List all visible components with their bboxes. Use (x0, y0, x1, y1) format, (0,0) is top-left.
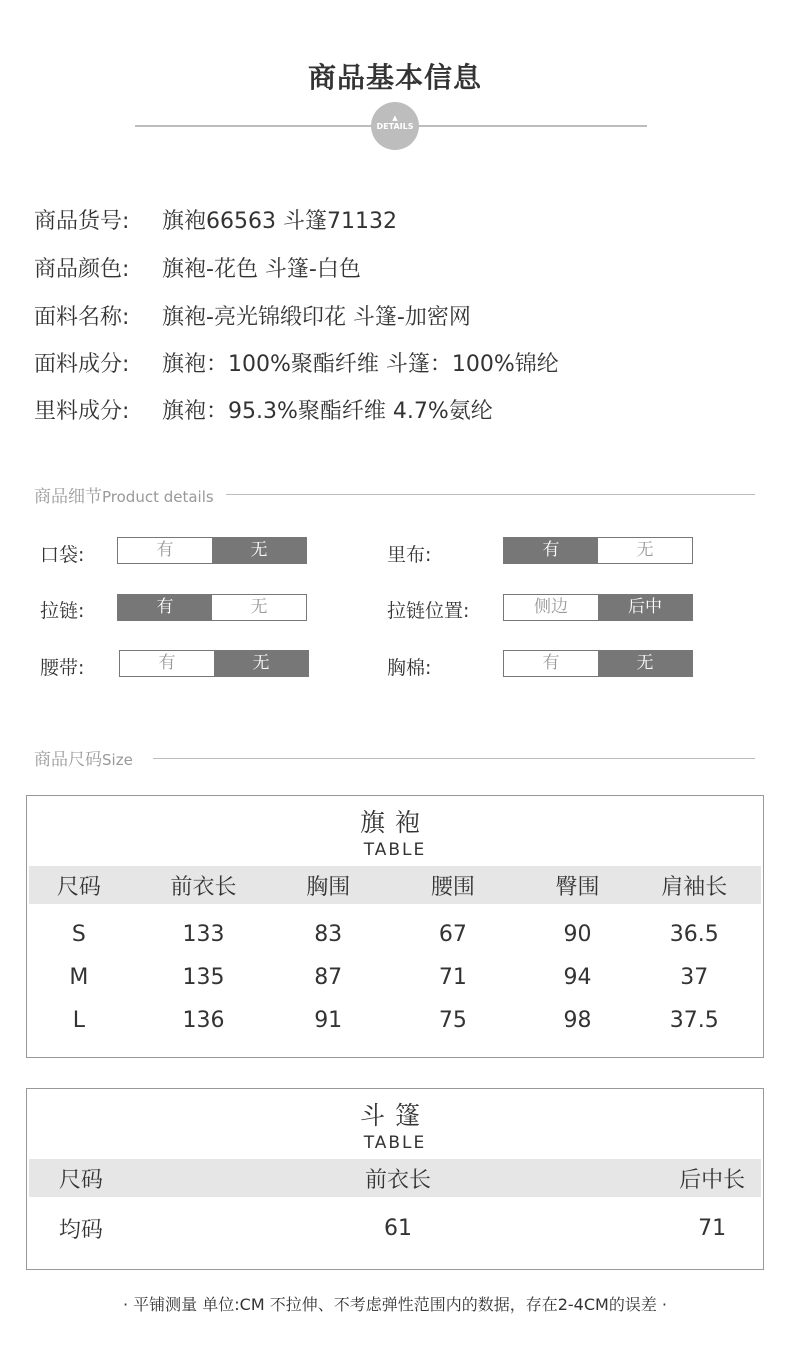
header-cell: 尺码 (58, 1167, 103, 1193)
table-cell: 90 (563, 922, 592, 947)
details-heading-en: Product details (102, 488, 214, 506)
detail-label-pocket: 口袋: (40, 544, 85, 566)
detail-label-zipper-position: 拉链位置: (387, 600, 470, 622)
table-cell: 135 (182, 965, 225, 990)
table-cell: M (69, 965, 89, 990)
option-yes[interactable]: 有 (504, 538, 598, 563)
table-cell: 98 (563, 1008, 592, 1033)
table-subtitle: TABLE (363, 840, 427, 860)
lining-toggle (503, 537, 693, 564)
info-row (34, 204, 397, 235)
info-label: 面料名称: (34, 305, 130, 330)
size-table-cape (26, 1088, 764, 1270)
table-cell: 133 (182, 922, 225, 947)
triangle-icon: ▲ (392, 114, 398, 122)
detail-label-zipper: 拉链: (40, 600, 85, 622)
table-cell: 91 (314, 1008, 343, 1033)
header-cell: 臀围 (555, 874, 600, 900)
info-row (34, 347, 559, 378)
table-cell: 87 (314, 965, 343, 990)
option-no[interactable]: 无 (250, 597, 268, 617)
chest-pad-toggle (503, 650, 693, 677)
table-subtitle: TABLE (363, 1133, 427, 1153)
option-no[interactable]: 无 (636, 540, 654, 560)
pocket-toggle (117, 537, 307, 564)
table-cell: 94 (563, 965, 592, 990)
details-badge (371, 102, 419, 150)
table-title: 旗袍 (359, 808, 430, 837)
table-cell: 136 (182, 1008, 225, 1033)
header-cell: 后中长 (679, 1167, 746, 1193)
info-value: 旗袍：100%聚酯纤维 斗篷：100%锦纶 (162, 352, 559, 377)
belt-toggle (119, 650, 309, 677)
table-cell: L (72, 1008, 85, 1033)
info-value: 旗袍-花色 斗篷-白色 (162, 257, 361, 282)
table-title: 斗篷 (359, 1101, 430, 1130)
detail-label-belt: 腰带: (40, 657, 85, 679)
option-side[interactable]: 侧边 (534, 597, 568, 617)
table-cell: 71 (698, 1216, 727, 1241)
table-cell: 71 (438, 965, 467, 990)
option-no[interactable]: 无 (598, 651, 692, 676)
info-value: 旗袍-亮光锦缎印花 斗篷-加密网 (162, 305, 471, 330)
option-yes[interactable]: 有 (542, 653, 560, 673)
size-divider (153, 758, 755, 759)
info-row (34, 300, 471, 331)
table-header-row (29, 1159, 761, 1197)
table-cell: 37 (680, 965, 709, 990)
table-cell: 67 (438, 922, 467, 947)
size-heading-en: Size (102, 751, 133, 769)
info-label: 里料成分: (34, 399, 130, 424)
table-cell: 36.5 (669, 922, 719, 947)
header-cell: 前衣长 (170, 874, 237, 900)
option-yes[interactable]: 有 (118, 595, 212, 620)
table-header-row (29, 866, 761, 904)
table-cell: 37.5 (669, 1008, 719, 1033)
header-cell: 胸围 (306, 874, 351, 900)
details-section-heading (34, 482, 214, 507)
zipper-position-toggle (503, 594, 693, 621)
table-cell: 61 (383, 1216, 412, 1241)
table-row (29, 913, 761, 956)
table-row (29, 956, 761, 999)
table-row (29, 1207, 761, 1250)
details-heading-cn: 商品细节 (34, 487, 102, 507)
option-back-center[interactable]: 后中 (598, 595, 692, 620)
size-section-heading (34, 745, 133, 770)
info-value: 旗袍66563 斗篷71132 (162, 209, 397, 234)
info-label: 商品货号: (34, 209, 130, 234)
zipper-toggle (117, 594, 307, 621)
header-cell: 肩袖长 (661, 874, 728, 900)
details-divider (226, 494, 755, 495)
header-cell: 腰围 (430, 874, 475, 900)
info-row (34, 252, 361, 283)
header-cell: 尺码 (56, 874, 101, 900)
info-label: 商品颜色: (34, 257, 130, 282)
info-value: 旗袍：95.3%聚酯纤维 4.7%氨纶 (162, 399, 493, 424)
table-row (29, 999, 761, 1042)
table-cell: 83 (314, 922, 343, 947)
table-cell: S (71, 922, 86, 947)
size-heading-cn: 商品尺码 (34, 750, 102, 770)
option-no[interactable]: 无 (214, 651, 308, 676)
details-badge-label: DETAILS (376, 122, 414, 131)
info-row (34, 394, 493, 425)
table-cell: 均码 (58, 1218, 103, 1243)
size-table-qipao (26, 795, 764, 1058)
header-cell: 前衣长 (364, 1167, 431, 1193)
measurement-note: · 平铺测量 单位:CM 不拉伸、不考虑弹性范围内的数据，存在2-4CM的误差 · (123, 1295, 667, 1314)
detail-label-lining: 里布: (387, 544, 432, 566)
info-label: 面料成分: (34, 352, 130, 377)
option-yes[interactable]: 有 (156, 540, 174, 560)
option-yes[interactable]: 有 (158, 653, 176, 673)
detail-label-chest-pad: 胸棉: (387, 657, 432, 679)
option-no[interactable]: 无 (212, 538, 306, 563)
table-cell: 75 (438, 1008, 467, 1033)
page-title: 商品基本信息 (307, 61, 482, 94)
